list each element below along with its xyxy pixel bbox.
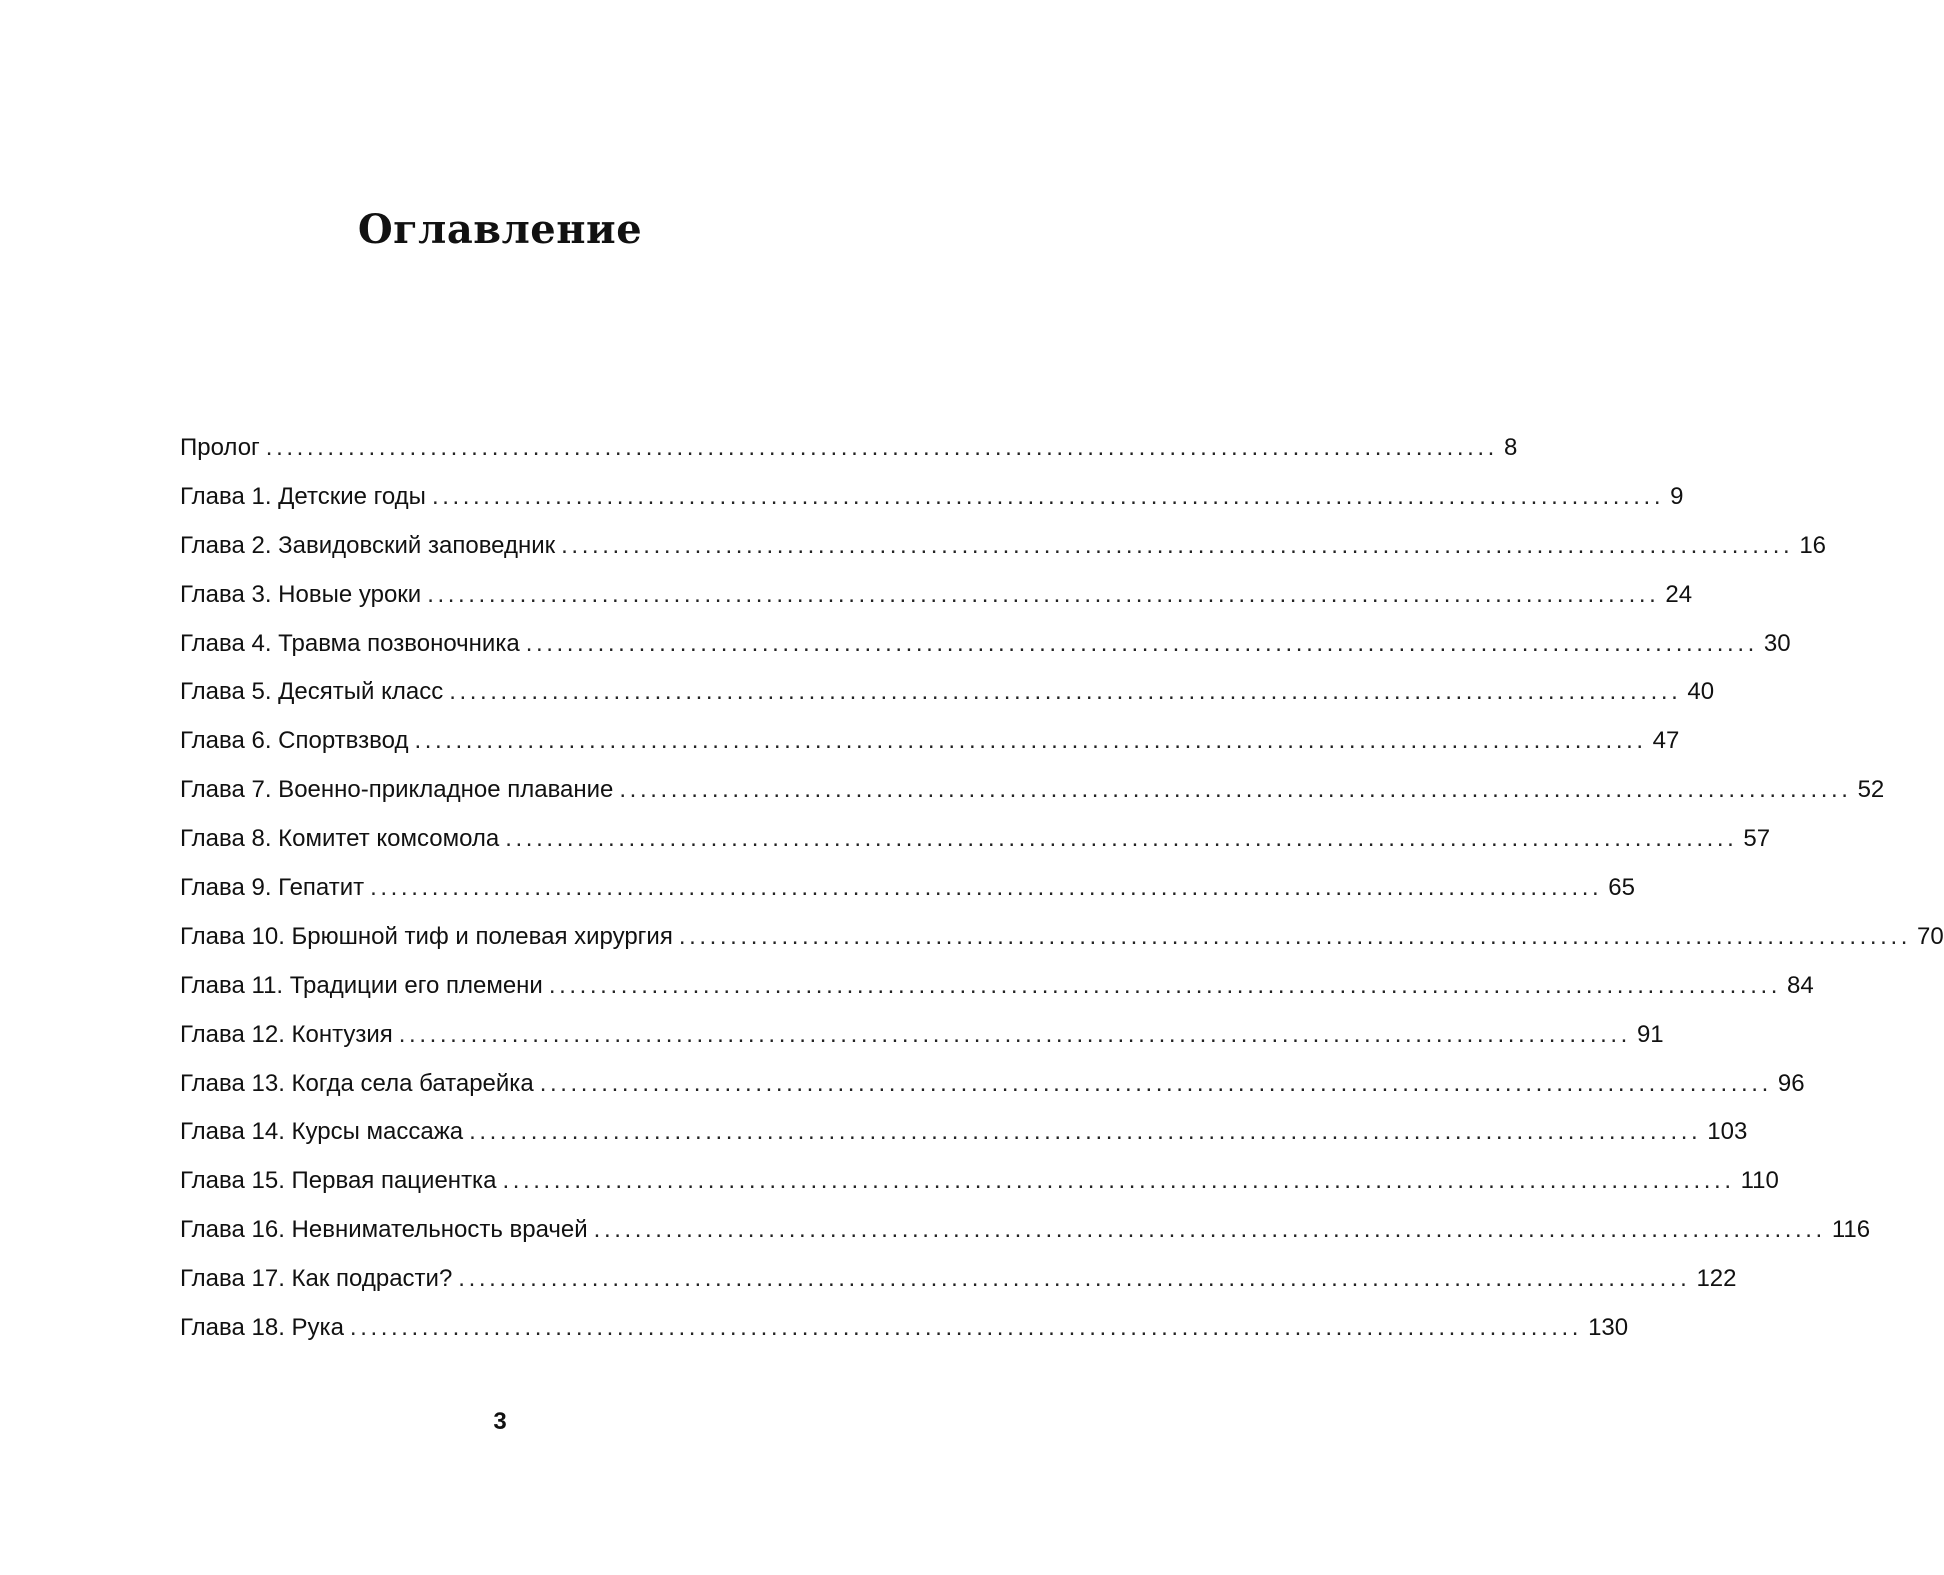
toc-entry [180,1255,1737,1304]
toc-entry-title: Глава 2. Завидовский заповедник [180,531,556,559]
page-number: 3 [493,1408,507,1435]
toc-entry [180,1011,1664,1060]
toc-entry-title: Глава 3. Новые уроки [180,580,422,608]
toc-entry [180,1060,1805,1109]
dot-leader: ........................................................................................................................ [539,1069,1772,1097]
toc-entry-title: Глава 9. Гепатит [180,874,365,902]
table-of-contents [180,424,1944,1353]
toc-entry [180,717,1680,766]
dot-leader: ........................................................................................................................ [449,678,1682,706]
toc-entry [180,1108,1748,1157]
toc-entry-title: Глава 10. Брюшной тиф и полевая хирургия [180,922,673,950]
toc-entry-page: 110 [1740,1167,1779,1195]
toc-entry [180,1157,1779,1206]
toc-entry [180,962,1814,1011]
toc-entry-page: 16 [1799,531,1827,559]
toc-entry [180,864,1635,913]
toc-entry-title: Глава 16. Невнимательность врачей [180,1216,588,1244]
toc-entry [180,522,1827,571]
toc-entry-page: 52 [1857,776,1885,804]
toc-entry [180,571,1693,620]
dot-leader: ........................................................................................................................ [349,1314,1583,1342]
toc-entry-page: 91 [1636,1020,1664,1048]
dot-leader: ........................................................................................................................ [505,825,1738,853]
toc-entry-title: Глава 6. Спортвзвод [180,727,409,755]
toc-entry-page: 30 [1763,629,1791,657]
toc-entry-title: Глава 1. Детские годы [180,482,426,510]
toc-entry-title: Глава 4. Травма позвоночника [180,629,520,657]
toc-entry-page: 65 [1608,874,1635,902]
toc-entry-page: 8 [1503,434,1518,461]
toc-entry [180,668,1715,717]
toc-entry-page: 57 [1743,825,1771,853]
toc-entry-page: 103 [1707,1118,1748,1146]
dot-leader: ........................................................................................................................ [469,1118,1702,1146]
toc-entry-title: Глава 18. Рука [180,1314,344,1342]
toc-entry-title: Глава 14. Курсы массажа [180,1118,464,1146]
toc-entry-title: Глава 13. Когда села батарейка [180,1069,534,1097]
toc-entry [180,1304,1629,1353]
dot-leader: ........................................................................................................................ [414,727,1647,755]
toc-entry-page: 9 [1670,482,1684,510]
toc-entry-page: 24 [1665,580,1693,608]
toc-entry-page: 47 [1652,727,1680,755]
dot-leader: ........................................................................................................................ [265,434,1498,461]
dot-leader: ........................................................................................................................ [370,874,1603,902]
toc-entry-title: Пролог [180,434,260,461]
dot-leader: ........................................................................................................................ [427,580,1660,608]
dot-leader: ........................................................................................................................ [678,922,1911,950]
toc-entry [180,766,1885,815]
toc-entry-title: Глава 5. Десятый класс [180,678,444,706]
dot-leader: ........................................................................................................................ [431,482,1665,510]
toc-entry-title: Глава 8. Комитет комсомола [180,825,500,853]
toc-entry-page: 122 [1696,1265,1737,1293]
toc-entry-title: Глава 17. Как подрасти? [180,1265,453,1293]
dot-leader: ........................................................................................................................ [525,629,1758,657]
toc-entry [180,473,1684,522]
toc-entry [180,913,1944,962]
toc-entry [180,620,1791,669]
dot-leader: ........................................................................................................................ [458,1265,1691,1293]
toc-entry-page: 70 [1916,922,1944,950]
toc-entry-page: 130 [1588,1314,1629,1342]
dot-leader: ........................................................................................................................ [593,1216,1826,1244]
toc-entry [180,424,1518,473]
toc-entry-title: Глава 15. Первая пациентка [180,1167,497,1195]
toc-entry-page: 40 [1687,678,1715,706]
dot-leader: ........................................................................................................................ [548,971,1781,999]
dot-leader: ........................................................................................................................ [502,1167,1735,1195]
page-title: Оглавление [357,206,643,253]
dot-leader: ........................................................................................................................ [561,531,1794,559]
toc-entry-title: Глава 11. Традиции его племени [180,971,543,999]
dot-leader: ........................................................................................................................ [619,776,1852,804]
toc-entry-title: Глава 7. Военно-прикладное плавание [180,776,614,804]
toc-entry [180,1206,1871,1255]
toc-entry-page: 96 [1777,1069,1805,1097]
toc-entry-page: 116 [1831,1216,1871,1244]
toc-entry [180,815,1771,864]
toc-entry-page: 84 [1787,971,1814,999]
toc-entry-title: Глава 12. Контузия [180,1020,393,1048]
dot-leader: ........................................................................................................................ [398,1020,1631,1048]
